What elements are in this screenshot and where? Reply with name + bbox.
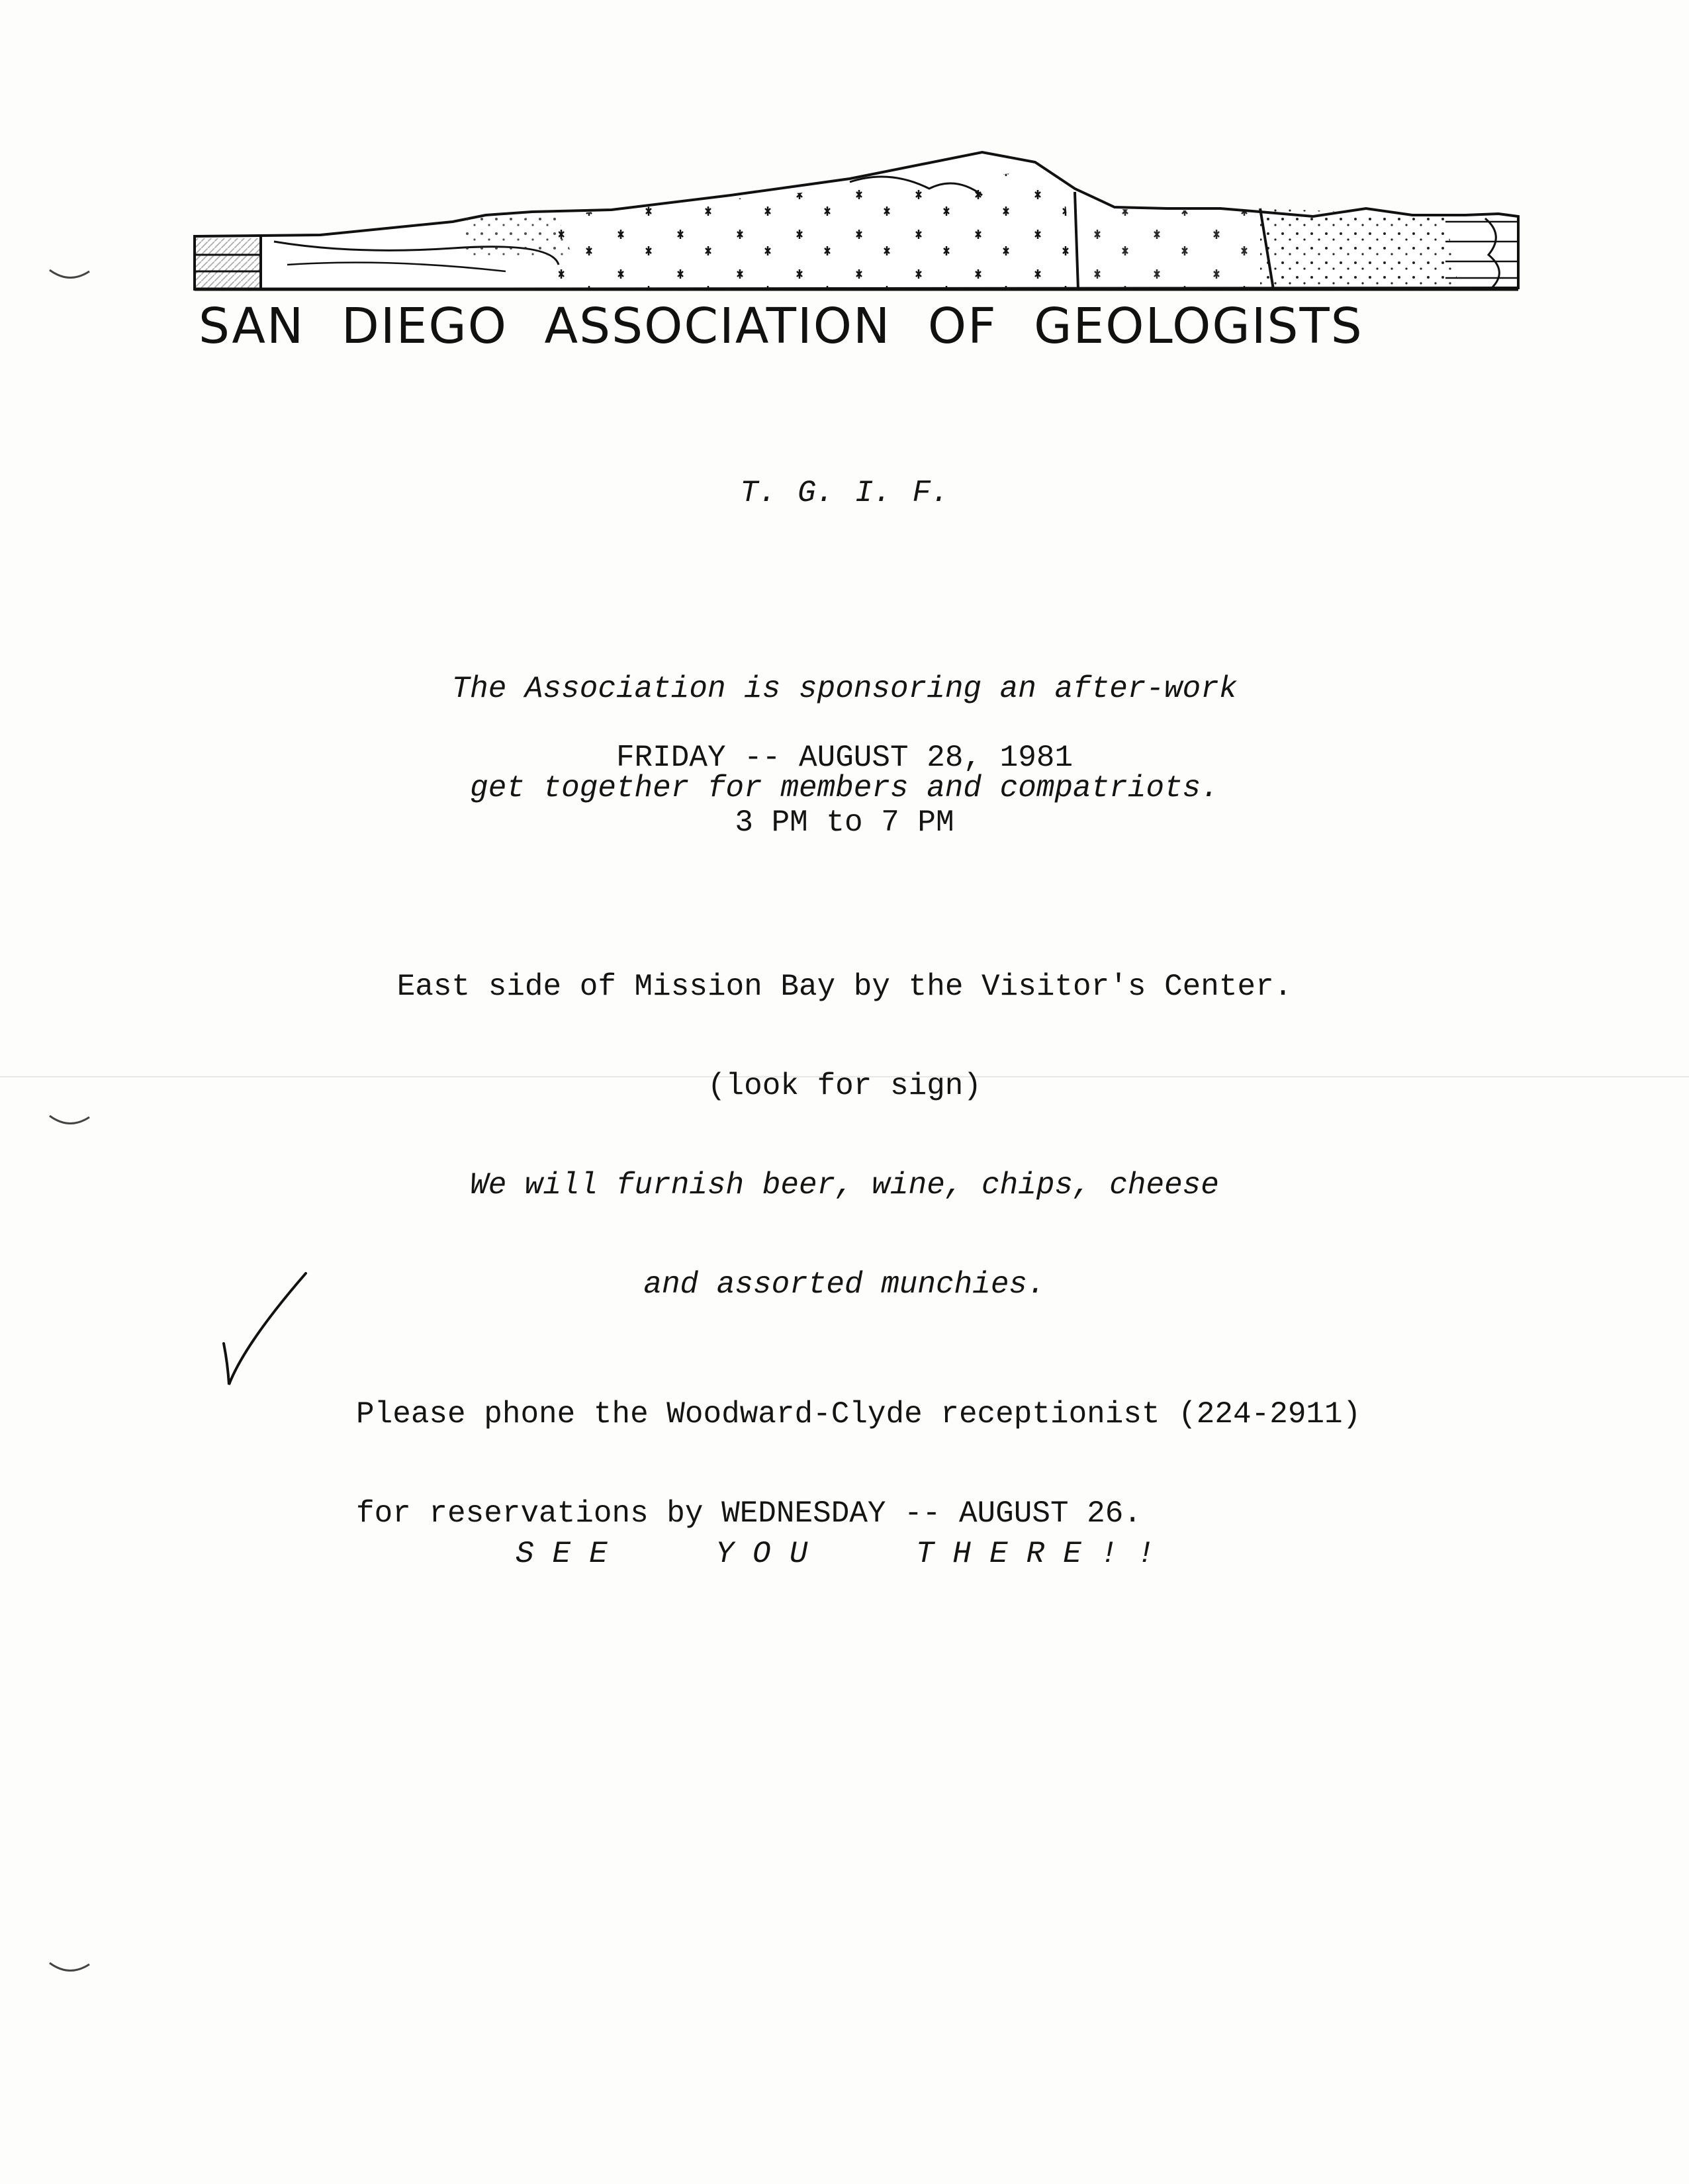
binder-hole-mark (46, 265, 93, 285)
reservation-instructions (356, 1332, 1361, 1563)
location-line: East side of Mission Bay by the Visitor's Center. (396, 970, 1293, 1004)
organization-name: SAN DIEGO ASSOCIATION OF GEOLOGISTS (199, 298, 1363, 355)
event-date: FRIDAY -- AUGUST 28, 1981 (616, 741, 1073, 775)
binder-hole-mark (46, 1958, 93, 1978)
checkmark-icon (218, 1271, 311, 1390)
reservation-line: for reservations by WEDNESDAY -- AUGUST 26. (356, 1496, 1142, 1531)
event-location (0, 904, 1689, 1136)
geologic-cross-section-icon (188, 142, 1525, 301)
intro-text (0, 606, 1689, 838)
location-note: (look for sign) (707, 1069, 982, 1103)
refreshments-line: We will furnish beer, wine, chips, cheese (470, 1168, 1219, 1203)
refreshments-line: and assorted munchies. (643, 1267, 1046, 1302)
closing-text: SEE YOU THERE!! (515, 1537, 1174, 1571)
reservation-line: Please phone the Woodward-Clyde receptionist (224-2911) (356, 1397, 1361, 1432)
intro-line: get together for members and compatriots. (470, 771, 1219, 805)
intro-line: The Association is sponsoring an after-work (451, 672, 1238, 706)
heading-tgif: T. G. I. F. (740, 476, 949, 510)
event-time: 3 PM to 7 PM (735, 805, 954, 840)
